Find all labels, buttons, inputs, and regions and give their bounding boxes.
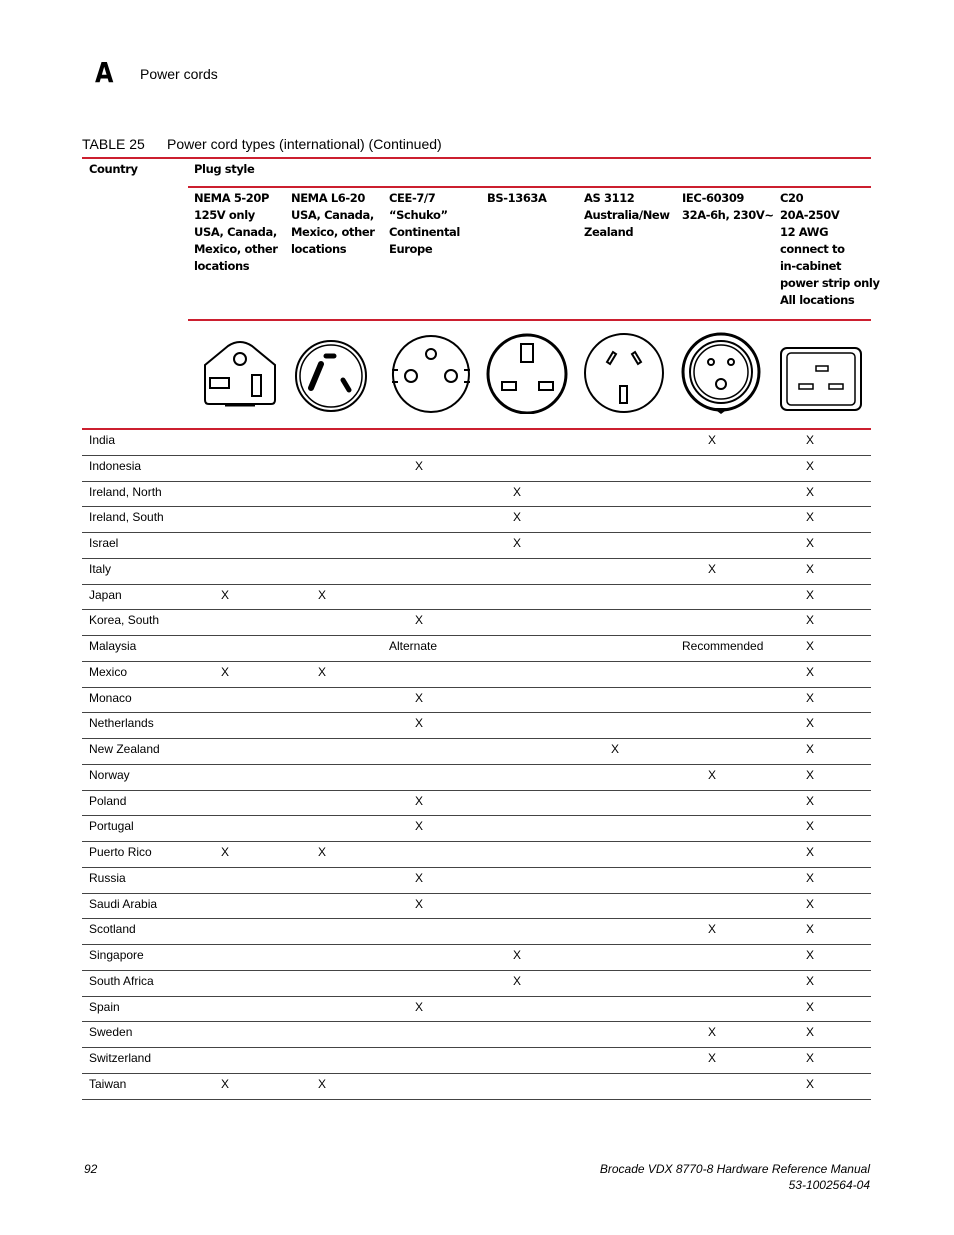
column-header-line: 32A-6h, 230V~: [682, 208, 774, 222]
column-header-line: AS 3112: [584, 191, 635, 205]
row-divider: [82, 712, 871, 713]
mark-cell: X: [806, 613, 815, 628]
mark-cell: X: [415, 716, 424, 731]
mark-cell: X: [318, 664, 327, 679]
country-cell: Malaysia: [89, 639, 137, 653]
section-title: Power cords: [140, 66, 218, 82]
row-divider: [82, 481, 871, 482]
row-divider: [82, 532, 871, 533]
column-header-line: USA, Canada,: [291, 208, 374, 222]
mark-cell: X: [708, 433, 717, 447]
row-divider: [82, 558, 871, 559]
mark-cell: X: [806, 690, 815, 705]
country-cell: India: [89, 433, 116, 447]
country-cell: Saudi Arabia: [89, 896, 158, 911]
mark-cell: X: [806, 1076, 815, 1091]
row-divider: [82, 996, 871, 997]
column-header-line: Zealand: [584, 225, 634, 239]
row-divider: [82, 970, 871, 971]
country-cell: South Africa: [89, 973, 154, 988]
mark-cell: X: [708, 1025, 717, 1040]
country-cell: Scotland: [89, 922, 136, 937]
country-cell: Korea, South: [89, 613, 160, 628]
country-cell: Netherlands: [89, 716, 154, 731]
country-cell: Indonesia: [89, 458, 142, 473]
column-header-line: Australia/New: [584, 208, 670, 222]
mark-cell: X: [318, 1076, 327, 1091]
row-divider: [82, 635, 871, 636]
row-divider: [82, 455, 871, 456]
country-cell: Ireland, North: [89, 484, 162, 499]
row-divider: [82, 506, 871, 507]
table-body-rule: [82, 428, 871, 430]
mark-cell: X: [513, 484, 522, 499]
country-cell: Spain: [89, 999, 120, 1014]
mark-cell: X: [806, 922, 815, 937]
column-header-line: NEMA L6-20: [291, 191, 365, 205]
mark-cell: X: [806, 716, 815, 731]
column-header: [682, 190, 774, 224]
row-divider: [82, 609, 871, 610]
plug-style-rule: [188, 186, 871, 188]
column-header: [584, 190, 670, 241]
row-divider: [82, 687, 871, 688]
mark-cell: X: [708, 767, 717, 782]
column-header-line: Mexico, other: [291, 225, 375, 239]
mark-cell: X: [221, 587, 230, 602]
row-divider: [82, 893, 871, 894]
mark-cell: X: [415, 793, 424, 808]
mark-cell: X: [708, 561, 717, 576]
row-divider: [82, 841, 871, 842]
mark-cell: X: [415, 999, 424, 1014]
column-header-line: “Schuko”: [389, 208, 448, 222]
nema-5-20p-plug-icon: [195, 330, 285, 414]
mark-cell: X: [513, 536, 522, 550]
row-divider: [82, 661, 871, 662]
country-cell: Puerto Rico: [89, 845, 152, 859]
country-cell: Russia: [89, 870, 126, 885]
plug-style-header: Plug style: [194, 162, 255, 176]
column-header: [389, 190, 460, 258]
column-header: [487, 190, 547, 207]
note-cell: Recommended: [682, 639, 764, 653]
mark-cell: X: [415, 690, 424, 705]
column-header-line: 12 AWG: [780, 225, 829, 239]
table-caption: [82, 136, 442, 152]
row-divider: [82, 790, 871, 791]
mark-cell: X: [611, 742, 620, 756]
row-divider: [82, 1021, 871, 1022]
iec-60309-plug-icon: [679, 330, 769, 414]
mark-cell: X: [806, 484, 815, 499]
table-top-rule: [82, 157, 871, 159]
country-cell: Switzerland: [89, 1051, 152, 1065]
mark-cell: X: [415, 458, 424, 473]
schuko-plug-icon: [388, 330, 478, 414]
mark-cell: X: [708, 1051, 717, 1065]
table-label: TABLE 25: [82, 136, 145, 152]
bs-1363a-plug-icon: [485, 330, 575, 414]
country-cell: Mexico: [89, 664, 128, 679]
mark-cell: X: [806, 639, 815, 653]
mark-cell: X: [806, 948, 815, 962]
mark-cell: X: [806, 767, 815, 782]
mark-cell: X: [708, 922, 717, 937]
mark-cell: X: [806, 870, 815, 885]
column-header-line: IEC-60309: [682, 191, 745, 205]
mark-cell: X: [806, 1025, 815, 1040]
mark-cell: X: [806, 896, 815, 911]
chapter-letter: A: [95, 56, 114, 89]
mark-cell: X: [806, 561, 815, 576]
row-divider: [82, 584, 871, 585]
row-divider: [82, 1073, 871, 1074]
table-caption-text: Power cord types (international) (Continued): [167, 136, 442, 152]
country-cell: Israel: [89, 536, 119, 550]
mark-cell: X: [415, 613, 424, 628]
page-number: 92: [84, 1162, 98, 1176]
mark-cell: X: [415, 819, 424, 834]
mark-cell: X: [806, 587, 815, 602]
column-header-line: in-cabinet: [780, 259, 842, 273]
mark-cell: X: [806, 819, 815, 834]
doc-number: 53-1002564-04: [788, 1178, 870, 1192]
manual-title: Brocade VDX 8770-8 Hardware Reference Manual: [599, 1162, 870, 1176]
mark-cell: X: [513, 973, 522, 988]
mark-cell: X: [221, 845, 230, 859]
mark-cell: X: [221, 1076, 230, 1091]
note-cell: Alternate: [389, 639, 438, 653]
row-divider: [82, 867, 871, 868]
column-header-line: CEE-7/7: [389, 191, 436, 205]
column-header-line: connect to: [780, 242, 845, 256]
icon-row-rule: [188, 319, 871, 321]
mark-cell: X: [806, 793, 815, 808]
column-header-line: 125V only: [194, 208, 255, 222]
mark-cell: X: [415, 870, 424, 885]
mark-cell: X: [806, 1051, 815, 1065]
country-cell: Norway: [89, 767, 130, 782]
mark-cell: X: [221, 664, 230, 679]
mark-cell: X: [806, 433, 815, 447]
country-header: Country: [89, 162, 138, 176]
mark-cell: X: [513, 948, 522, 962]
column-header-line: All locations: [780, 293, 855, 307]
mark-cell: X: [806, 664, 815, 679]
mark-cell: X: [318, 587, 327, 602]
column-header-line: Continental: [389, 225, 460, 239]
mark-cell: X: [806, 510, 815, 525]
column-header-line: locations: [291, 242, 347, 256]
column-header-line: USA, Canada,: [194, 225, 277, 239]
column-header: [194, 190, 278, 275]
column-header-line: C20: [780, 191, 804, 205]
country-cell: Monaco: [89, 690, 132, 705]
column-header: [291, 190, 375, 258]
country-cell: Portugal: [89, 819, 134, 834]
mark-cell: X: [806, 536, 815, 550]
row-divider: [82, 764, 871, 765]
mark-cell: X: [806, 973, 815, 988]
country-cell: Italy: [89, 561, 112, 576]
column-header-line: power strip only: [780, 276, 880, 290]
column-header-line: NEMA 5-20P: [194, 191, 270, 205]
mark-cell: X: [806, 458, 815, 473]
column-header-line: locations: [194, 259, 250, 273]
row-divider: [82, 815, 871, 816]
country-cell: Poland: [89, 793, 127, 808]
country-cell: Singapore: [89, 948, 144, 962]
country-cell: Ireland, South: [89, 510, 164, 525]
nema-l6-20-plug-icon: [291, 330, 381, 414]
column-header-line: 20A-250V: [780, 208, 840, 222]
row-divider: [82, 738, 871, 739]
mark-cell: X: [318, 845, 327, 859]
column-header-line: Europe: [389, 242, 433, 256]
row-divider: [82, 944, 871, 945]
c20-connector-icon: [777, 330, 867, 414]
row-divider: [82, 1047, 871, 1048]
mark-cell: X: [415, 896, 424, 911]
mark-cell: X: [513, 510, 522, 525]
mark-cell: X: [806, 845, 815, 859]
column-header-line: BS-1363A: [487, 191, 547, 205]
mark-cell: X: [806, 999, 815, 1014]
country-cell: Sweden: [89, 1025, 133, 1040]
mark-cell: X: [806, 742, 815, 756]
row-divider: [82, 918, 871, 919]
country-cell: New Zealand: [89, 742, 160, 756]
as-3112-plug-icon: [582, 330, 672, 414]
row-divider: [82, 1099, 871, 1100]
country-cell: Taiwan: [89, 1076, 127, 1091]
column-header: [780, 190, 880, 309]
column-header-line: Mexico, other: [194, 242, 278, 256]
country-cell: Japan: [89, 587, 122, 602]
